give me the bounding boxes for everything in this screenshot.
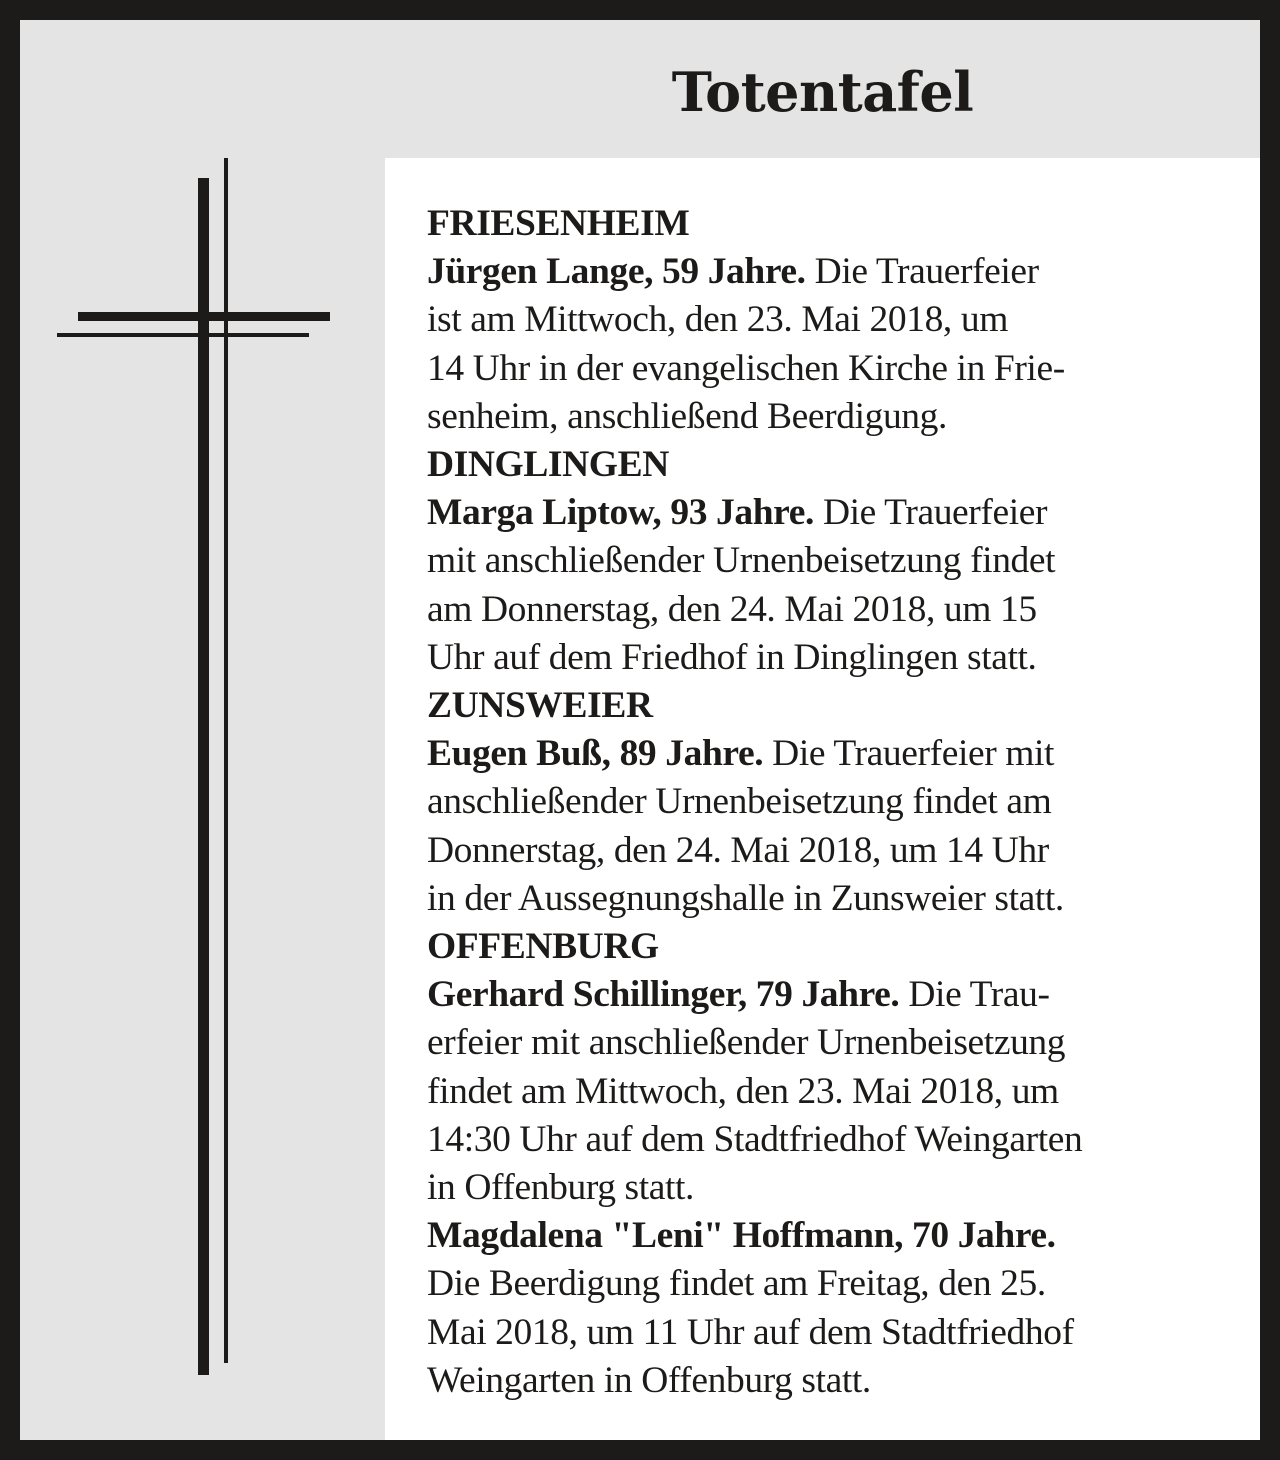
entry-line (427, 1212, 1260, 1260)
obituary-entry (427, 1212, 1260, 1405)
cross-horizontal-thick (78, 312, 330, 321)
page-title: Totentafel (671, 60, 974, 124)
entry-line (427, 248, 1260, 296)
entry-line: mit anschließender Urnenbeisetzung findet (427, 540, 1056, 582)
entry-line: Weingarten in Offenburg statt. (427, 1359, 871, 1401)
entry-line: ist am Mittwoch, den 23. Mai 2018, um (427, 299, 1008, 341)
entry-text: Die Trauerfeier (805, 251, 1039, 293)
entry-line: Donnerstag, den 24. Mai 2018, um 14 Uhr (427, 829, 1049, 871)
deceased-name: Gerhard Schillinger, 79 Jahre. (427, 974, 900, 1016)
cross-vertical-thin (224, 158, 228, 1363)
entry-line (427, 971, 1260, 1019)
obituary-entry (427, 200, 1260, 441)
entry-line: in Offenburg statt. (427, 1167, 695, 1209)
entry-text: Die Trauerfeier mit (763, 733, 1055, 775)
entry-line: senheim, anschließend Beerdigung. (427, 395, 947, 437)
entry-line: anschließender Urnenbeisetzung findet am (427, 781, 1052, 823)
deceased-name: Magdalena "Leni" Hoffmann, 70 Jahre. (427, 1215, 1056, 1257)
entry-text: Die Trau- (899, 974, 1050, 1016)
entry-line: Die Beerdigung findet am Freitag, den 25. (427, 1263, 1046, 1305)
obituary-entry (427, 682, 1260, 923)
obituary-list (427, 200, 1260, 1405)
entry-line: 14:30 Uhr auf dem Stadtfriedhof Weingarten (427, 1118, 1083, 1160)
cross-vertical-thick (198, 178, 209, 1375)
deceased-name: Marga Liptow, 93 Jahre. (427, 492, 814, 534)
obituary-panel (385, 158, 1260, 1440)
entry-line: in der Aussegnungshalle in Zunsweier statt. (427, 877, 1064, 919)
entry-line: 14 Uhr in der evangelischen Kirche in Frie- (427, 347, 1065, 389)
deceased-name: Jürgen Lange, 59 Jahre. (427, 251, 806, 293)
cross-horizontal-thin (57, 333, 309, 337)
town-heading: FRIESENHEIM (427, 203, 690, 244)
deceased-name: Eugen Buß, 89 Jahre. (427, 733, 764, 775)
obituary-entry (427, 441, 1260, 682)
entry-line: findet am Mittwoch, den 23. Mai 2018, um (427, 1070, 1059, 1112)
entry-line (427, 489, 1260, 537)
entry-text: Die Trauerfeier (813, 492, 1048, 534)
obituary-entry (427, 923, 1260, 1212)
entry-line: Uhr auf dem Friedhof in Dinglingen statt. (427, 636, 1037, 678)
entry-line: am Donnerstag, den 24. Mai 2018, um 15 (427, 588, 1037, 630)
town-heading: ZUNSWEIER (427, 685, 653, 727)
town-heading: OFFENBURG (427, 926, 659, 968)
cross-icon (20, 20, 380, 1440)
entry-line: Mai 2018, um 11 Uhr auf dem Stadtfriedhof (427, 1311, 1074, 1353)
entry-line (427, 730, 1260, 778)
entry-line: erfeier mit anschließender Urnenbeisetzung (427, 1022, 1066, 1064)
town-heading: DINGLINGEN (427, 444, 669, 486)
